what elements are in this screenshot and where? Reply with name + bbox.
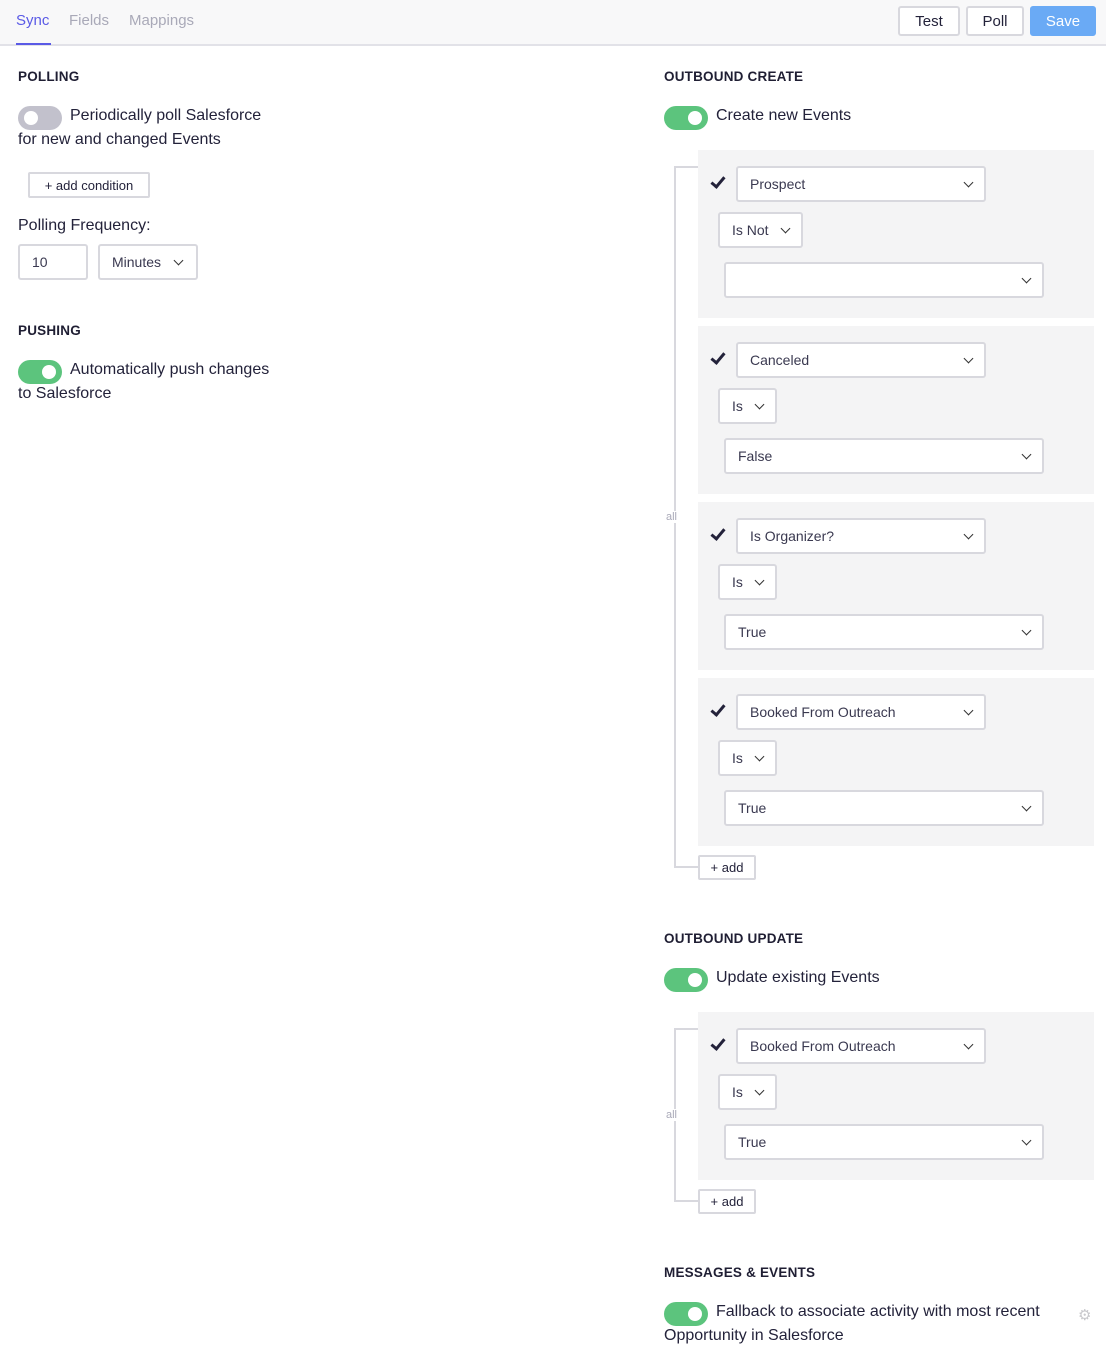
pushing-label-2: to Salesforce <box>18 385 112 402</box>
chevron-down-icon <box>1022 802 1032 812</box>
condition-value-select[interactable] <box>724 790 1044 826</box>
condition-field-value: Prospect <box>750 176 806 192</box>
condition-field-select[interactable] <box>736 1028 986 1064</box>
chevron-down-icon <box>964 1040 974 1050</box>
condition-operator-select[interactable] <box>718 212 803 248</box>
chevron-down-icon <box>964 530 974 540</box>
condition-block <box>698 678 1094 846</box>
save-button[interactable]: Save <box>1030 6 1096 36</box>
polling-label-2: for new and changed Events <box>18 131 221 148</box>
condition-operator-value: Is <box>732 398 743 414</box>
pushing-toggle[interactable] <box>18 360 62 384</box>
tab-sync[interactable]: Sync <box>16 12 50 29</box>
chevron-down-icon <box>964 354 974 364</box>
condition-field-value: Booked From Outreach <box>750 1038 896 1054</box>
poll-button[interactable]: Poll <box>966 6 1024 36</box>
condition-field-select[interactable] <box>736 342 986 378</box>
chevron-down-icon <box>754 400 764 410</box>
chevron-down-icon <box>964 706 974 716</box>
checkmark-icon[interactable] <box>710 1035 725 1051</box>
add-condition-button[interactable]: + add condition <box>28 172 150 198</box>
add-update-condition-button[interactable]: + add <box>698 1189 756 1214</box>
condition-block <box>698 502 1094 670</box>
condition-operator-select[interactable] <box>718 564 777 600</box>
condition-operator-value: Is <box>732 574 743 590</box>
condition-value-select[interactable] <box>724 614 1044 650</box>
fallback-toggle[interactable] <box>664 1302 708 1326</box>
condition-value-value: True <box>738 624 767 640</box>
outbound-create-heading: OUTBOUND CREATE <box>664 69 804 84</box>
condition-operator-value: Is Not <box>732 222 769 238</box>
polling-unit-select[interactable] <box>98 244 198 280</box>
condition-block <box>698 326 1094 494</box>
chevron-down-icon <box>780 224 790 234</box>
pushing-heading: PUSHING <box>18 323 81 338</box>
condition-field-value: Is Organizer? <box>750 528 835 544</box>
condition-operator-value: Is <box>732 1084 743 1100</box>
checkmark-icon[interactable] <box>710 525 725 541</box>
tab-fields[interactable]: Fields <box>69 12 110 29</box>
condition-value-value: True <box>738 1134 767 1150</box>
condition-value-select[interactable] <box>724 1124 1044 1160</box>
condition-field-value: Booked From Outreach <box>750 704 896 720</box>
polling-label: Periodically poll Salesforce <box>70 107 262 124</box>
condition-value-value: False <box>738 448 773 464</box>
outbound-update-toggle[interactable] <box>664 968 708 992</box>
polling-unit-value: Minutes <box>112 254 162 270</box>
messages-events-heading: MESSAGES & EVENTS <box>664 1265 816 1280</box>
condition-value-select[interactable] <box>724 262 1044 298</box>
outbound-create-label: Create new Events <box>716 107 852 124</box>
polling-frequency-label: Polling Frequency: <box>18 217 151 234</box>
fallback-label: Fallback to associate activity with most recent <box>716 1303 1040 1320</box>
gear-icon[interactable]: ⚙ <box>1078 1307 1092 1324</box>
group-match-label[interactable]: all <box>666 511 678 523</box>
condition-operator-select[interactable] <box>718 1074 777 1110</box>
polling-heading: POLLING <box>18 69 80 84</box>
condition-block <box>698 150 1094 318</box>
add-create-condition-button[interactable]: + add <box>698 855 756 880</box>
checkmark-icon[interactable] <box>710 349 725 365</box>
chevron-down-icon <box>1022 626 1032 636</box>
chevron-down-icon <box>174 256 184 266</box>
chevron-down-icon <box>754 576 764 586</box>
condition-field-value: Canceled <box>750 352 810 368</box>
polling-frequency-input[interactable]: 10 <box>18 244 88 280</box>
condition-value-select[interactable] <box>724 438 1044 474</box>
fallback-label-2: Opportunity in Salesforce <box>664 1327 844 1344</box>
condition-value-value: True <box>738 800 767 816</box>
outbound-update-label: Update existing Events <box>716 969 880 986</box>
chevron-down-icon <box>1022 1136 1032 1146</box>
chevron-down-icon <box>964 178 974 188</box>
chevron-down-icon <box>754 752 764 762</box>
chevron-down-icon <box>754 1086 764 1096</box>
condition-block <box>698 1012 1094 1180</box>
tab-mappings[interactable]: Mappings <box>129 12 195 29</box>
checkmark-icon[interactable] <box>710 173 725 189</box>
checkmark-icon[interactable] <box>710 701 725 717</box>
outbound-create-toggle[interactable] <box>664 106 708 130</box>
test-button[interactable]: Test <box>898 6 960 36</box>
condition-field-select[interactable] <box>736 518 986 554</box>
group-match-label[interactable]: all <box>666 1109 678 1121</box>
chevron-down-icon <box>1022 450 1032 460</box>
pushing-label: Automatically push changes <box>70 361 270 378</box>
condition-field-select[interactable] <box>736 166 986 202</box>
chevron-down-icon <box>1022 274 1032 284</box>
outbound-update-heading: OUTBOUND UPDATE <box>664 931 804 946</box>
condition-operator-select[interactable] <box>718 388 777 424</box>
polling-toggle[interactable] <box>18 106 62 130</box>
condition-field-select[interactable] <box>736 694 986 730</box>
condition-operator-value: Is <box>732 750 743 766</box>
top-bar <box>0 0 1106 46</box>
condition-operator-select[interactable] <box>718 740 777 776</box>
